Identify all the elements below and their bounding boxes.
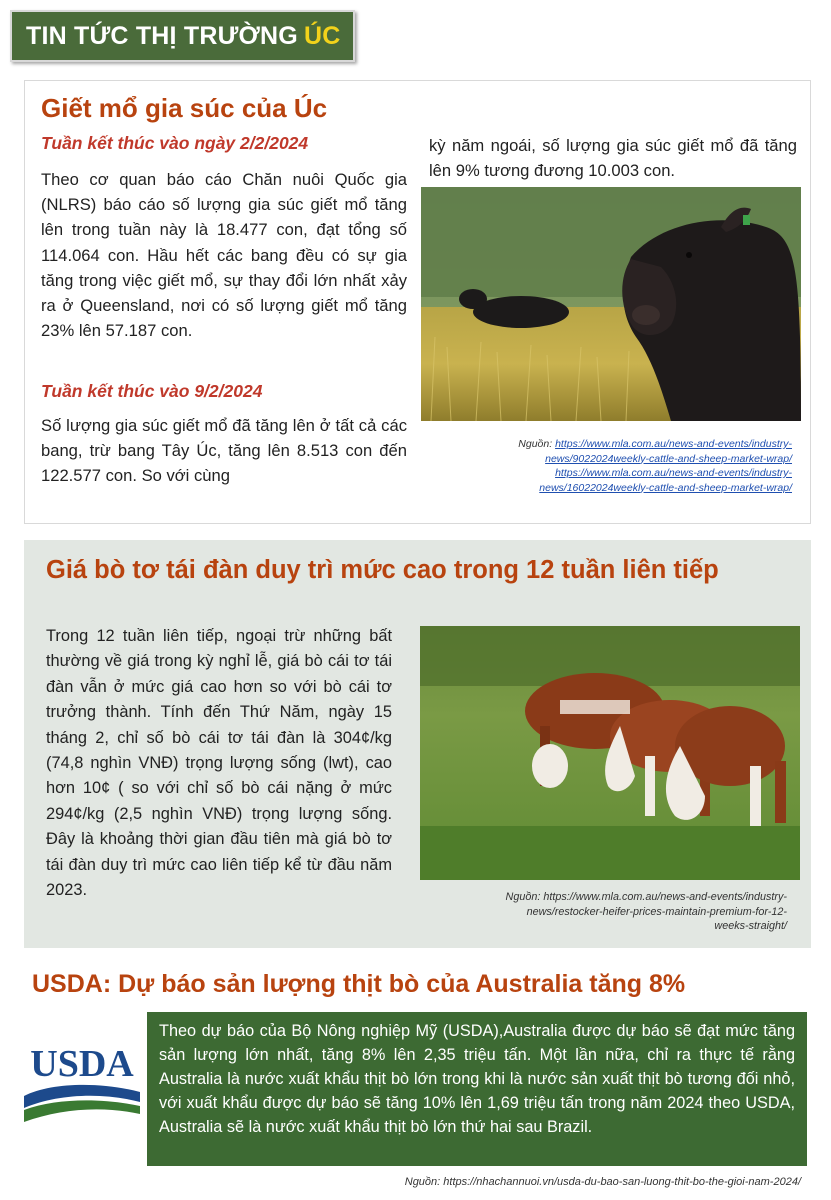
section-cattle-slaughter xyxy=(24,80,811,524)
usda-logo xyxy=(22,1042,142,1124)
usda-text: Theo dự báo của Bộ Nông nghiệp Mỹ (USDA),Australia được dự báo sẽ đạt mức tăng sản lượng lớn nhất, tăng 8% lên 2,35 triệu tấn. Một lần nữa, chỉ ra thực tế rằng Australia là nước xuất khẩu thịt bò lớn trong khi là nước sản xuất thịt bò tương đối nhỏ, với xuất khẩu được dự báo sẽ tăng 10% lên 1,69 triệu tấn trong năm 2024 theo USDA, Australia sẽ là nước xuất khẩu thịt bò lớn thứ hai sau Brazil. xyxy=(159,1022,795,1137)
source-link-2a[interactable]: https://www.mla.com.au/news-and-events/industry- xyxy=(555,467,792,479)
hereford-cattle-photo xyxy=(420,626,800,880)
week2-heading: Tuần kết thúc vào 9/2/2024 xyxy=(41,381,263,401)
usda-logo-text: USDA xyxy=(30,1043,134,1085)
section1-source xyxy=(432,437,792,495)
section3-source[interactable]: Nguồn: https://nhachannuoi.vn/usda-du-bao-san-luong-thit-bo-the-gioi-nam-2024/ xyxy=(404,1176,801,1188)
section-title: Giá bò tơ tái đàn duy trì mức cao trong 12 tuần liên tiếp xyxy=(46,556,719,584)
source-line-3[interactable]: weeks-straight/ xyxy=(714,920,787,932)
week2-text-continued: kỳ năm ngoái, số lượng gia súc giết mổ đã tăng lên 9% tương đương 10.003 con. xyxy=(429,136,797,181)
usda-forecast-box xyxy=(147,1012,807,1166)
usda-section-title: USDA: Dự báo sản lượng thịt bò của Australia tăng 8% xyxy=(32,970,686,998)
week2-text: Số lượng gia súc giết mổ đã tăng lên ở tất cả các bang, trừ bang Tây Úc, tăng lên 8.513 con đến 122.577 con. So với cùng xyxy=(41,416,407,486)
source-link-1b[interactable]: news/9022024weekly-cattle-and-sheep-market-wrap/ xyxy=(545,452,792,465)
banner-accent: ÚC xyxy=(303,21,341,50)
source-label: Nguồn: xyxy=(518,438,556,450)
source-link-2b[interactable]: news/16022024weekly-cattle-and-sheep-market-wrap/ xyxy=(539,481,792,494)
week1-heading: Tuần kết thúc vào ngày 2/2/2024 xyxy=(41,133,309,153)
page-banner xyxy=(10,10,355,62)
source-line-1[interactable]: Nguồn: https://www.mla.com.au/news-and-events/industry- xyxy=(505,891,787,903)
heifer-text: Trong 12 tuần liên tiếp, ngoại trừ những bất thường về giá trong kỳ nghỉ lễ, giá bò cái tơ tái đàn vẫn ở mức giá cao hơn so với bò cái tơ trưởng thành. Tính đến Thứ Năm, ngày 15 tháng 2, chỉ số bò cái tơ tái đàn là 304¢/kg (74,8 nghìn VNĐ) trọng lượng sống (lwt), cao hơn 10¢ ( so với chỉ số bò cái nặng ở mức 294¢/kg (2,5 nghìn VNĐ) trọng lượng sống. Đây là khoảng thời gian đầu tiên mà giá bò tơ tái đàn duy trì mức cao liên tiếp kể từ đầu năm 2023. xyxy=(46,627,392,900)
section-heifer-prices xyxy=(24,540,811,948)
section-title: Giết mổ gia súc của Úc xyxy=(41,93,328,123)
banner-title: TIN TỨC THỊ TRƯỜNG xyxy=(26,21,298,50)
source-line-2[interactable]: news/restocker-heifer-prices-maintain-premium-for-12- xyxy=(526,905,787,918)
section2-source xyxy=(427,890,787,934)
week1-text: Theo cơ quan báo cáo Chăn nuôi Quốc gia (NLRS) báo cáo số lượng gia súc giết mổ tăng lên trong tuần này là 18.477 con, đạt tổng số 114.064 con. Hầu hết các bang đều có sự gia tăng trong việc giết mổ, sự thay đổi lớn nhất xảy ra ở Queensland, nơi có số lượng giết mổ tăng 23% lên 57.187 con. xyxy=(41,170,407,341)
source-link-1a[interactable]: https://www.mla.com.au/news-and-events/industry- xyxy=(555,438,792,450)
black-cow-photo xyxy=(421,187,801,421)
